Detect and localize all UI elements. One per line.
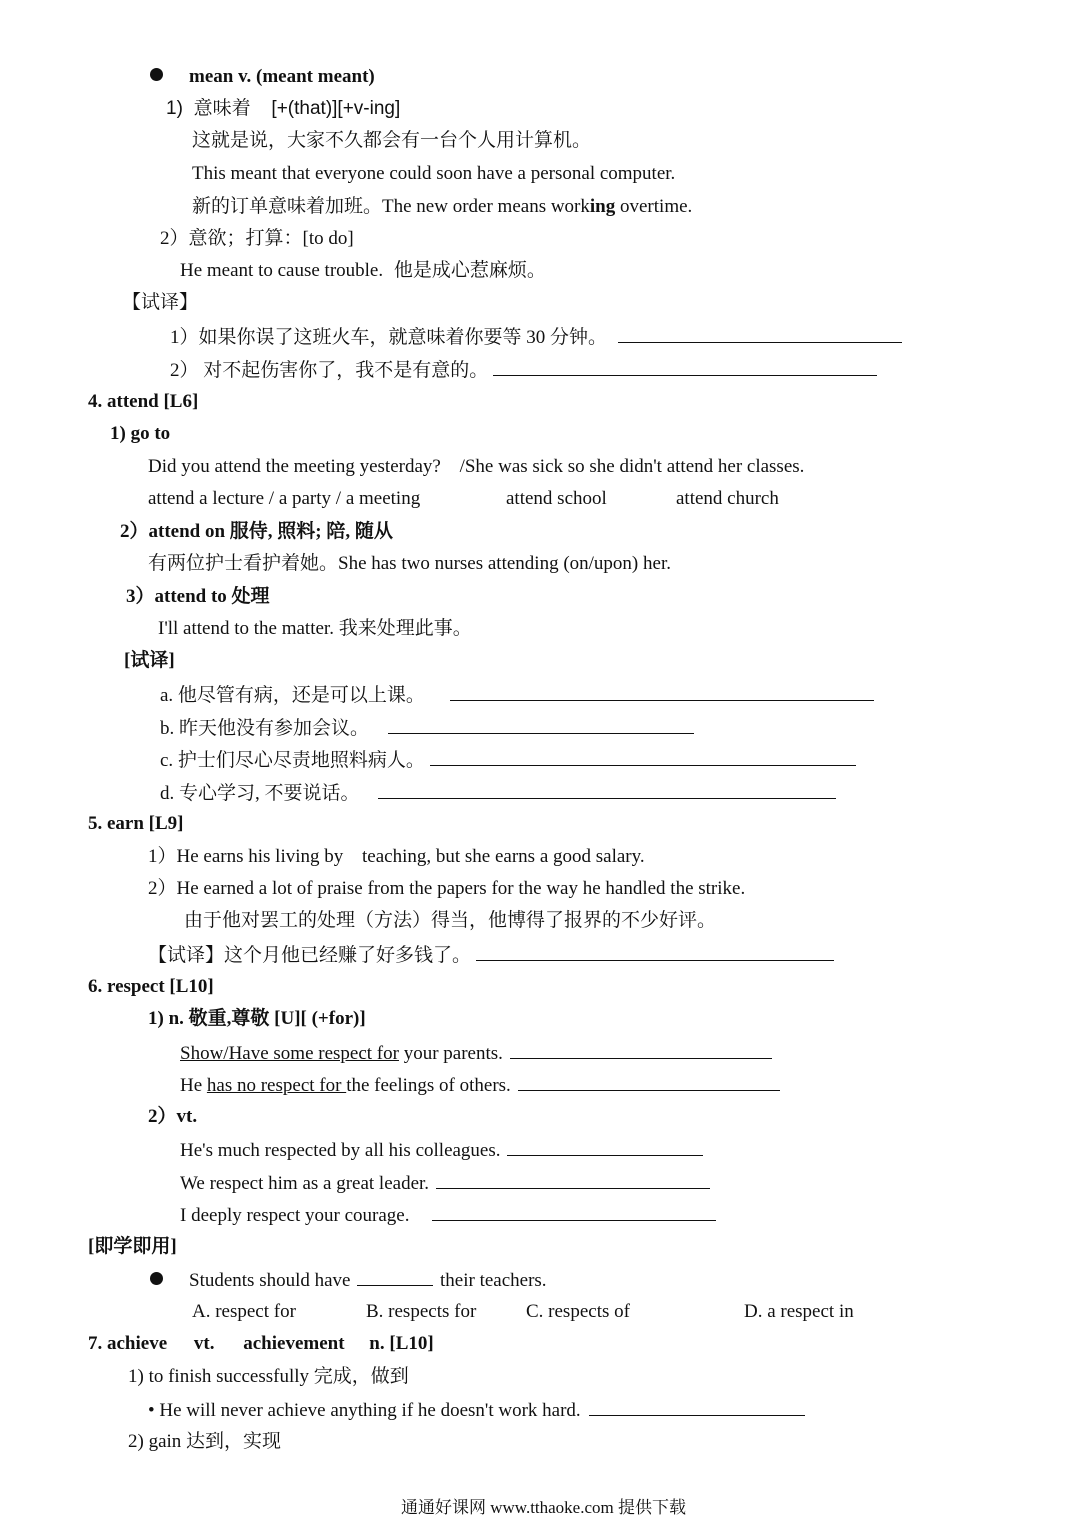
mean-ex3 [180, 259, 546, 285]
attend-ex1 [148, 455, 804, 481]
attend-ex2: 有两位护士看护着她。She has two nurses attending (on/upon) her. [148, 553, 671, 574]
mean-try2-text: 2） 对不起伤害你了，我不是有意的。 [170, 360, 489, 381]
respect-ex1-underlined: Show/Have some respect for [180, 1043, 399, 1064]
mean-sense1 [166, 97, 400, 123]
answer-blank[interactable] [432, 1202, 716, 1221]
respect-ex1-rest: your parents. [398, 1043, 503, 1064]
mean-ex2-en-c: overtime. [615, 196, 693, 217]
attend-try-c-text: c. 护士们尽心尽责地照料病人。 [160, 750, 425, 771]
achieve-heading-a: 7. achieve [88, 1333, 168, 1354]
respect-ex2-a: He [180, 1075, 207, 1096]
respect-sense1: 1) n. 敬重,尊敬 [U][ (+for)] [148, 1008, 366, 1029]
earn-ex1-a: 1）He earns his living by [148, 846, 344, 867]
respect-ex4-text: We respect him as a great leader. [180, 1173, 430, 1194]
practice-heading: [即学即用] [88, 1236, 177, 1257]
mean-heading: mean v. (meant meant) [189, 66, 375, 87]
mean-ex1-en: This meant that everyone could soon have a personal computer. [192, 163, 676, 184]
respect-sense2: 2）vt. [148, 1106, 198, 1127]
answer-blank[interactable] [388, 715, 694, 734]
answer-blank[interactable] [476, 942, 834, 961]
respect-ex3-text: He's much respected by all his colleagues. [180, 1140, 501, 1161]
mean-ex2-en-b: ing [589, 196, 616, 217]
earn-ex1 [148, 845, 645, 871]
mean-sense1-num: 1) [166, 98, 183, 119]
earn-try-text: 【试译】这个月他已经赚了好多钱了。 [148, 945, 472, 966]
mean-ex1-cn: 这就是说，大家不久都会有一台个人用计算机。 [192, 130, 592, 151]
respect-ex5-text: I deeply respect your courage. [180, 1205, 410, 1226]
mean-heading-row [150, 65, 375, 91]
earn-ex1-b: teaching, but she earns a good salary. [362, 846, 645, 867]
achieve-ex1 [148, 1397, 805, 1423]
attend-heading: 4. attend [L6] [88, 391, 199, 412]
achieve-heading-b: vt. [193, 1333, 215, 1354]
attend-try-d-text: d. 专心学习, 不要说话。 [160, 783, 360, 804]
attend-try-b-text: b. 昨天他没有参加会议。 [160, 718, 370, 739]
earn-heading: 5. earn [L9] [88, 813, 184, 834]
mean-ex2 [192, 195, 692, 221]
attend-try-d [160, 780, 836, 806]
achieve-sense1: 1) to finish successfully 完成，做到 [128, 1366, 409, 1387]
mean-ex3-cn: 他是成心惹麻烦。 [393, 260, 546, 281]
answer-blank[interactable] [518, 1072, 780, 1091]
bullet-icon [150, 68, 163, 81]
attend-ex1a: Did you attend the meeting yesterday? [148, 456, 441, 477]
answer-blank[interactable] [450, 682, 874, 701]
attend-try-heading: [试译] [124, 650, 175, 671]
attend-try-a-text: a. 他尽管有病，还是可以上课。 [160, 685, 425, 706]
respect-ex5 [180, 1202, 716, 1228]
answer-blank[interactable] [430, 747, 856, 766]
mean-ex2-cn: 新的订单意味着加班。 [192, 196, 383, 217]
respect-ex2-underlined: has no respect for [206, 1075, 347, 1096]
option-c[interactable]: C. respects of [526, 1301, 630, 1322]
earn-ex2-cn: 由于他对罢工的处理（方法）得当，他博得了报界的不少好评。 [184, 910, 717, 931]
respect-heading: 6. respect [L10] [88, 976, 214, 997]
attend-ex3: I'll attend to the matter. 我来处理此事。 [158, 618, 472, 639]
mean-try2 [170, 357, 877, 383]
respect-ex1 [180, 1040, 772, 1066]
practice-question [150, 1267, 547, 1293]
bullet-icon [150, 1272, 163, 1285]
answer-blank[interactable] [357, 1267, 433, 1286]
attend-try-b [160, 715, 694, 741]
answer-blank[interactable] [507, 1137, 703, 1156]
option-d[interactable]: D. a respect in [744, 1301, 854, 1322]
attend-collocations-2: attend school [506, 488, 607, 509]
answer-blank[interactable] [589, 1397, 805, 1416]
earn-try [148, 942, 834, 968]
attend-sense1: 1) go to [110, 423, 171, 444]
achieve-ex1-text: • He will never achieve anything if he doesn't work hard. [148, 1400, 581, 1421]
answer-blank[interactable] [436, 1170, 710, 1189]
attend-collocations-3: attend church [676, 488, 779, 509]
mean-try-heading: 【试译】 [122, 292, 199, 313]
answer-blank[interactable] [510, 1040, 772, 1059]
page-footer: 通通好课网 www.tthaoke.com 提供下载 [400, 1498, 687, 1517]
mean-sense1-label: 意味着 [193, 98, 251, 119]
attend-try-c [160, 747, 856, 773]
option-a[interactable]: A. respect for [192, 1301, 296, 1322]
achieve-heading-d: n. [L10] [369, 1333, 434, 1354]
mean-try1-text: 1）如果你误了这班火车，就意味着你要等 30 分钟。 [170, 327, 608, 348]
answer-blank[interactable] [378, 780, 836, 799]
achieve-heading [88, 1332, 434, 1358]
practice-question-a: Students should have [189, 1270, 351, 1291]
option-b[interactable]: B. respects for [366, 1301, 477, 1322]
answer-blank[interactable] [493, 357, 877, 376]
respect-ex3 [180, 1137, 703, 1163]
mean-sense2: 2）意欲；打算：[to do] [160, 228, 354, 249]
mean-ex2-en-a: The new order means work [382, 196, 590, 217]
mean-ex3-en: He meant to cause trouble. [180, 260, 384, 281]
mean-sense1-pattern: [+(that)][+v-ing] [271, 98, 401, 119]
attend-collocations-1: attend a lecture / a party / a meeting [148, 488, 421, 509]
answer-blank[interactable] [618, 324, 902, 343]
practice-question-b: their teachers. [440, 1270, 547, 1291]
earn-ex2: 2）He earned a lot of praise from the papers for the way he handled the strike. [148, 878, 746, 899]
attend-sense3: 3）attend to 处理 [126, 586, 270, 607]
attend-ex1b: /She was sick so she didn't attend her classes. [459, 456, 805, 477]
respect-ex4 [180, 1170, 710, 1196]
respect-ex2 [180, 1072, 780, 1098]
attend-try-a [160, 682, 874, 708]
achieve-heading-c: achievement [243, 1333, 345, 1354]
mean-try1 [170, 324, 902, 350]
achieve-sense2: 2) gain 达到，实现 [128, 1431, 282, 1452]
respect-ex2-rest: the feelings of others. [346, 1075, 511, 1096]
attend-sense2: 2）attend on 服侍, 照料; 陪, 随从 [120, 521, 393, 542]
